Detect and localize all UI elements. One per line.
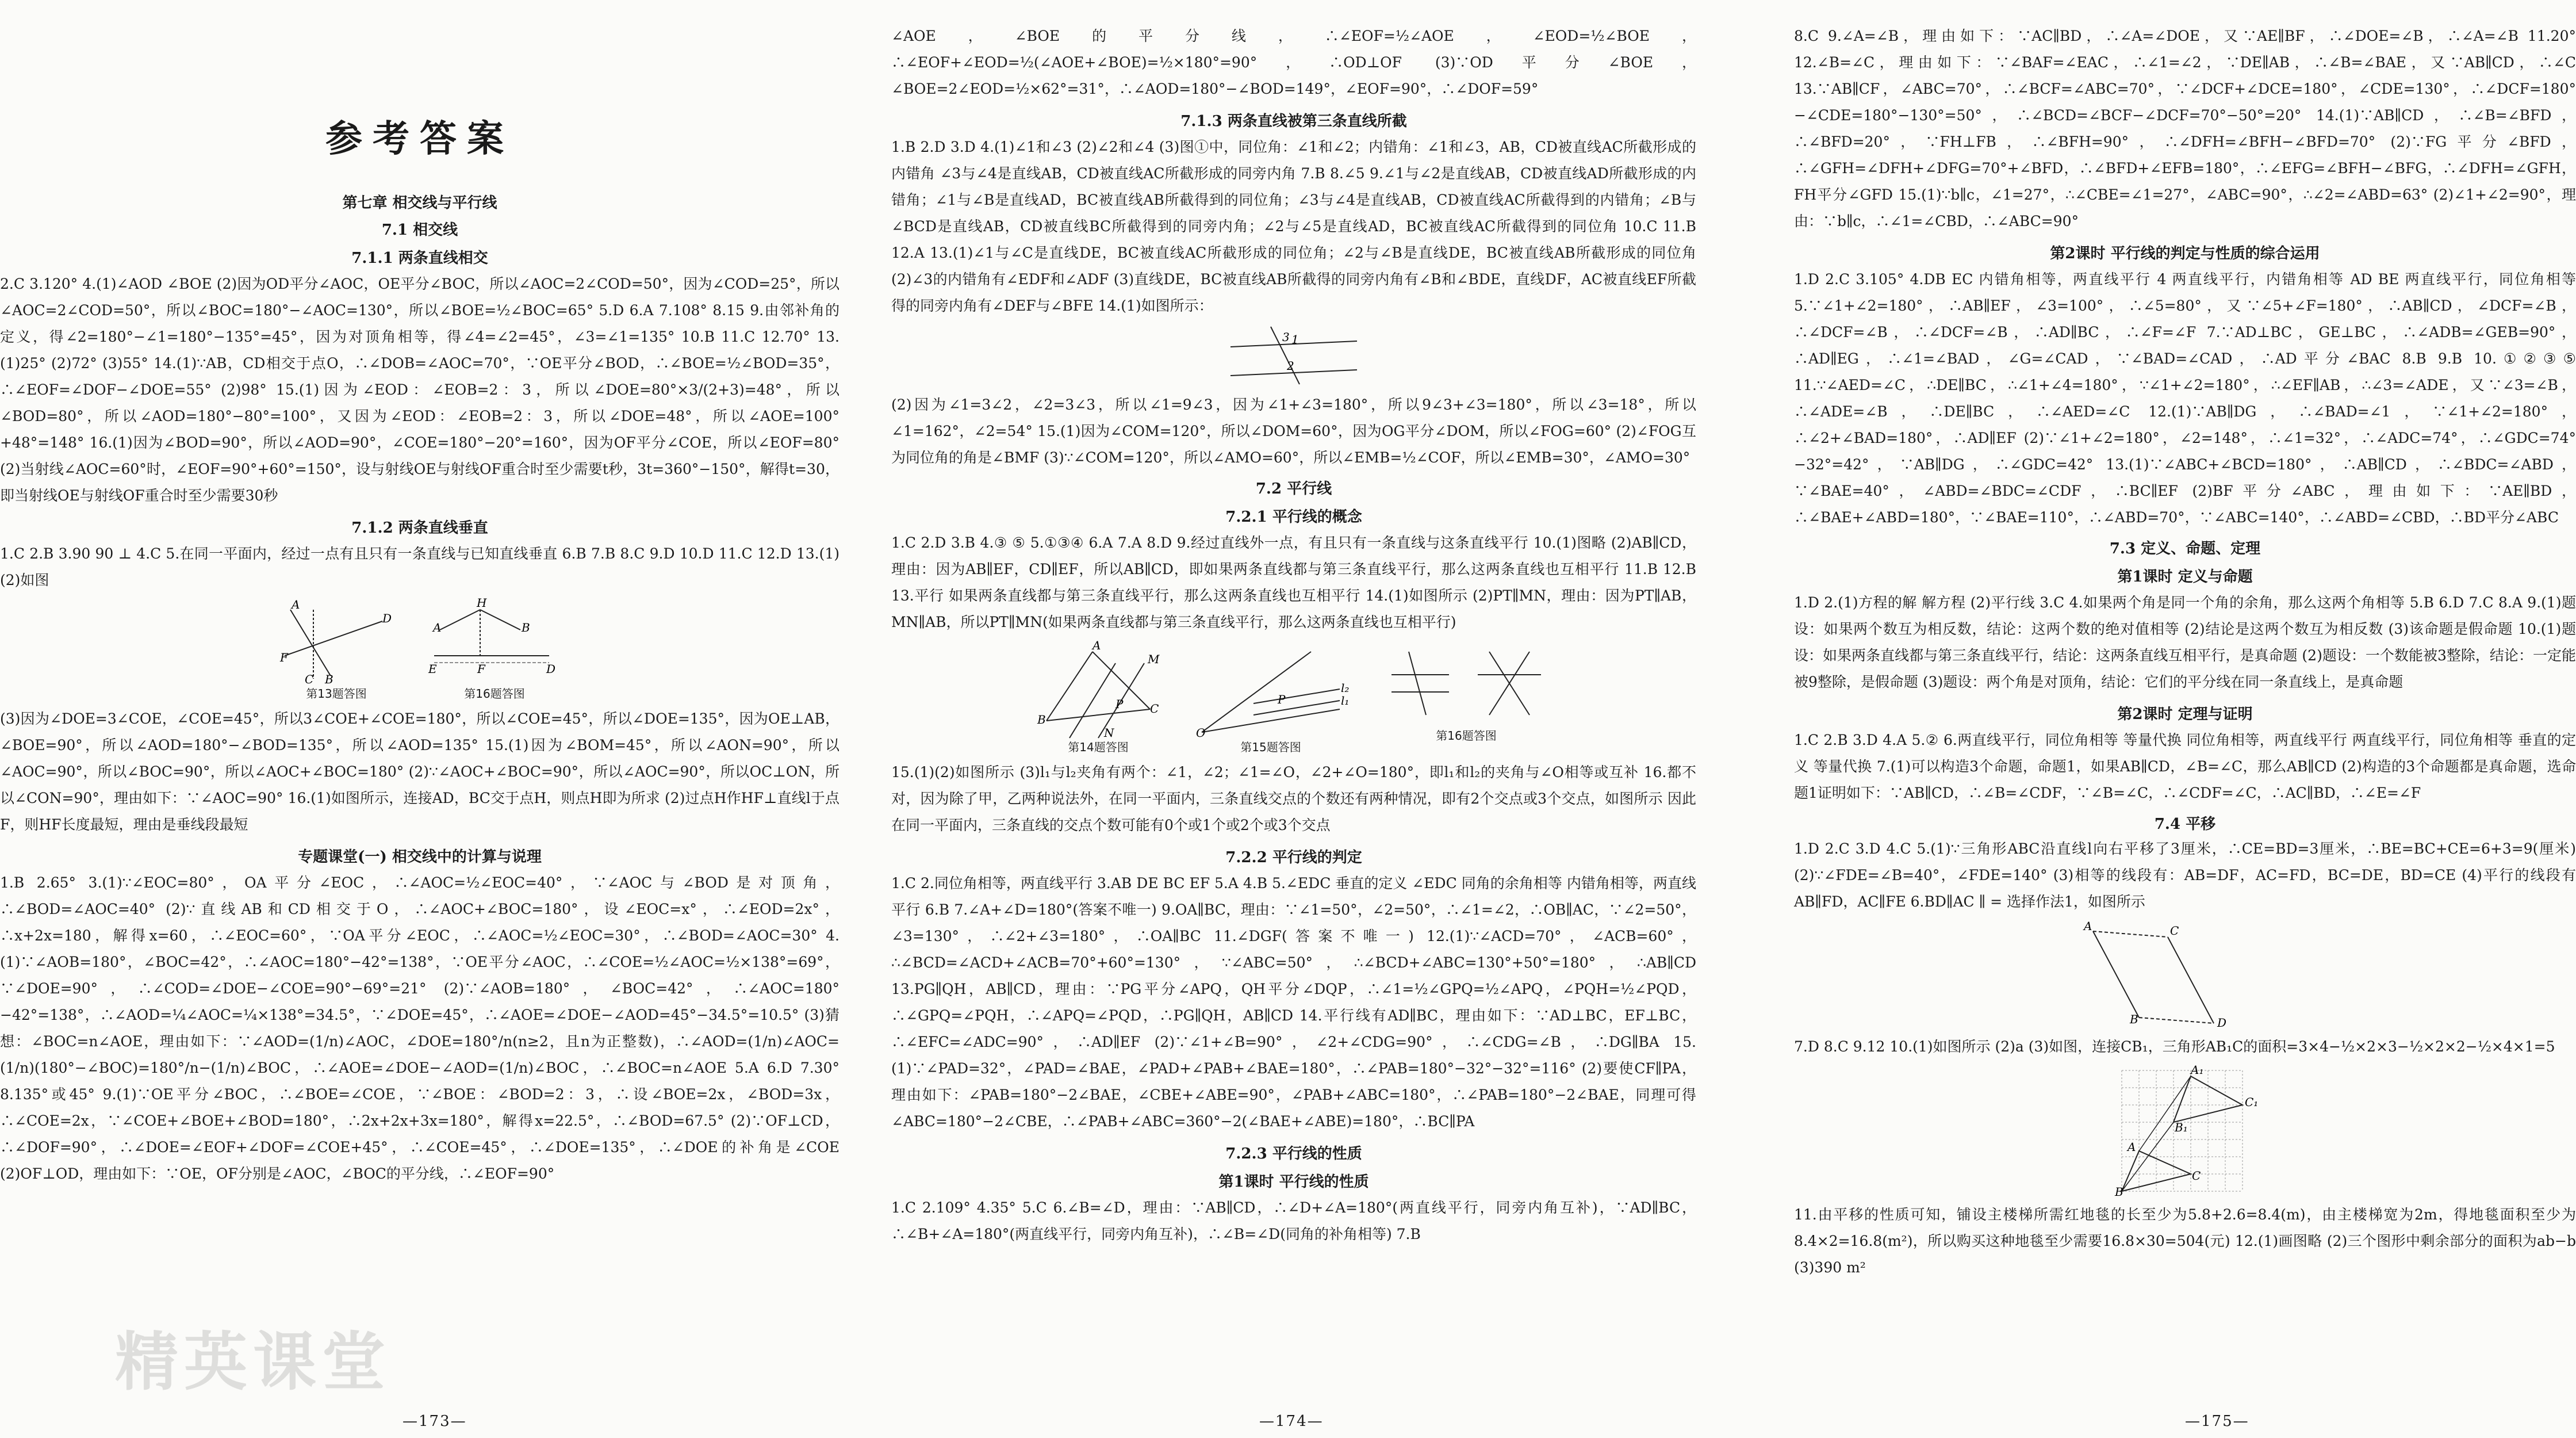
section-heading-7-3: 7.3 定义、命题、定理 [2109,540,2261,557]
section-heading-7-1-2: 7.1.2 两条直线垂直 [351,519,488,537]
svg-text:B: B [2130,1012,2138,1026]
svg-text:M: M [1148,652,1160,666]
answer-paragraph: 1.B 2.65° 3.(1)∵∠EOC=80°，OA平分∠EOC，∴∠AOC=½∠EOC=40°，∵∠AOC与∠BOD是对顶角，∴∠BOD=∠AOC=40° (2)∵直线AB和CD相交于O，∴∠AOC+∠BOC=180°，设∠EOC=x°，∴∠EOD=2x°，∴x+2x=180，解得x=60，∴∠EOC=60°，∵OA平分∠EOC，∴∠AOC=½∠EOC=30°，∴∠BOD=∠AOC=30° 4.(1)∵∠AOB=180°，∠BOC=42°，∴∠AOC=180°−42°=138°，∵OE平分∠AOC，∴∠COE=½∠AOC=½×138°=69°，∵∠DOE=90°，∴∠COD=∠DOE−∠COE=90°−69°=21° (2)∵∠AOB=180°，∠BOC=42°，∴∠AOC=180°−42°=138°，∴∠AOD=¼∠AOC=¼×138°=34.5°，∵∠DOE=45°，∴∠AOE=∠DOE−∠AOD=45°−34.5°=10.5° (3)猜想：∠BOC=n∠AOE，理由如下：∵∠AOD=(1/n)∠AOC，∠DOE=180°/n(n≥2，且n为正整数)，∴∠AOD=(1/n)∠AOC=(1/n)(180°−∠BOC)=180°/n−(1/n)∠BOC，∴∠AOE=∠DOE−∠AOD=(1/n)∠BOC，∴∠BOC=n∠AOE 5.A 6.D 7.30° 8.135°或45° 9.(1)∵OE平分∠BOC，∴∠BOE=∠COE，∵∠BOE：∠BOD=2：3，∴设∠BOE=2x，∠BOD=3x，∴∠COE=2x，∵∠COE+∠BOE+∠BOD=180°，∴2x+2x+3x=180°，解得x=22.5°，∴∠BOD=67.5° (2)∵OF⊥CD，∴∠DOF=90°，∴∠DOE=∠EOF+∠DOF=∠COE+45°，∴∠COE=45°，∴∠DOE=135°，∴∠DOE的补角是∠COE (2)OF⊥OD，理由如下：∵OE，OF分别是∠AOC，∠BOC的平分线，∴∠EOF=90° [0,874,839,1182]
translation-diagram [2082,920,2288,1029]
answer-paragraph: 1.C 2.B 3.90 90 ⊥ 4.C 5.在同一平面内，经过一点有且只有一条直线与已知直线垂直 6.B 7.B 8.C 9.D 10.D 11.C 12.D 13.(1)(2)如图 [0,545,839,588]
answer-paragraph: 1.C 2.109° 4.35° 5.C 6.∠B=∠D，理由：∵AB∥CD，∴∠D+∠A=180°(两直线平行，同旁内角互补)，∵AD∥BC，∴∠B+∠A=180°(两直线平行，同旁内角互补)，∴∠B=∠D(同角的补角相等) 7.B [891,1199,1696,1242]
grid-translation-diagram [2110,1065,2260,1197]
figure-14-diagram [1035,640,1162,738]
svg-text:D: D [546,662,556,676]
section-heading-7-2: 7.2 平行线 [1255,480,1332,498]
page-number: —175— [2185,1413,2249,1430]
figure-row [0,598,839,701]
svg-text:D: D [2217,1016,2227,1030]
answer-paragraph: 1.C 2.同位角相等，两直线平行 3.AB DE BC EF 5.A 4.B 5.∠EDC 垂直的定义 ∠EDC 同角的余角相等 内错角相等，两直线平行 6.B 7.∠A+∠D=180°(答案不唯一) 9.OA∥BC，理由：∵∠1=50°，∠2=50°，∴∠1=∠2，∴OB∥AC，∵∠2=50°，∠3=130°，∴∠2+∠3=180°，∴OA∥BC 11.∠DGF(答案不唯一) 12.(1)∵∠ACD=70°，∠ACB=60°，∴∠BCD=∠ACD+∠ACB=70°+60°=130°，∵∠ABC=50°，∴∠BCD+∠ABC=130°+50°=180°，∴AB∥CD 13.PG∥QH，AB∥CD，理由：∵PG平分∠APQ，QH平分∠DQP，∴∠1=½∠GPQ=½∠APQ，∠PQH=½∠PQD，∴∠GPQ=∠PQH，∴∠APQ=∠PQD，∴PG∥QH，AB∥CD 14.平行线有AD∥BC，理由如下：∵AD⊥BC，EF⊥BC，∴∠EFC=∠ADC=90°，∴AD∥EF (2)∵∠1+∠B=90°，∠2+∠CDG=90°，∴∠CDG=∠B，∴DG∥BA 15.(1)∵∠PAD=32°，∠PAD=∠BAE，∠PAD+∠PAB+∠BAE=180°，∴∠PAB=180°−32°−32°=116° (2)要使CF∥PA，理由如下：∠PAB=180°−2∠BAE，∠CBE+∠ABE=90°，∠PAB+∠ABC=180°，∴∠PAB=180°−2∠BAE，同理可得∠ABC=180°−2∠CBE，∴∠PAB+∠ABC=360°−2(∠BAE+∠ABE)=180°，∴BC∥PA [891,875,1696,1130]
answer-paragraph: 11.由平移的性质可知，铺设主楼梯所需红地毯的长至少为5.8+2.6=8.4(m)，由主楼梯宽为2m，得地毯面积至少为8.4×2=16.8(m²)，所以购买这种地毯至少需要16.8×30=504(元) 12.(1)画图略 (2)三个图形中剩余部分的面积为ab−b (3)390 m² [1794,1206,2576,1276]
section-heading-7-2-1: 7.2.1 平行线的概念 [1225,508,1362,526]
figure-caption: 第16题答图 [464,687,525,701]
figure-16b-diagram [1380,640,1552,726]
svg-text:P: P [1278,693,1286,706]
svg-text:P: P [1116,697,1124,711]
figure-caption: 第16题答图 [1436,729,1497,743]
svg-text:A: A [2084,919,2092,933]
svg-text:l₂: l₂ [1341,681,1350,695]
svg-text:3: 3 [1282,330,1290,344]
svg-text:A: A [1092,638,1101,652]
svg-text:A: A [2128,1140,2136,1154]
figure-15 [1196,640,1350,755]
transversal-diagram [1225,324,1363,387]
svg-text:D: D [382,611,392,625]
answer-paragraph: (3)因为∠DOE=3∠COE，∠COE=45°，所以3∠COE+∠COE=180°，所以∠COE=45°，所以∠DOE=135°，因为OE⊥AB，∠BOE=90°，所以∠AOD=180°−∠BOD=135°，所以∠AOD=135° 15.(1)因为∠BOM=45°，所以∠AON=90°，所以∠AOC=90°，所以∠BOC=90°，所以∠AOC+∠BOC=180° (2)∵∠AOC+∠BOC=90°，所以∠AOC=90°，所以OC⊥ON，所以∠CON=90°，理由如下：∵∠AOC=90° 16.(1)如图所示，连接AD，BC交于点H，则点H即为所求 (2)过点H作HF⊥直线l于点F，则HF长度最短，理由是垂线段最短 [0,710,839,833]
svg-text:C: C [1150,702,1159,716]
answer-paragraph: (2)因为∠1=3∠2，∠2=3∠3，所以∠1=9∠3，因为∠1+∠3=180°，所以9∠3+∠3=180°，所以∠3=18°，所以∠1=162°，∠2=54° 15.(1)因为∠COM=120°，所以∠DOM=60°，因为OG平分∠DOM，所以∠FOG=60° (2)∠FOG互为同位角的角是∠BMF (3)∵∠COM=120°，所以∠AMO=60°，所以∠EMB=½∠COF，所以∠EMB=30°，∠AMO=30° [891,396,1696,466]
figure-caption: 第13题答图 [306,687,367,701]
svg-text:F: F [280,651,288,664]
svg-text:F: F [477,662,485,676]
svg-text:E: E [428,662,437,676]
answer-paragraph: 1.D 2.C 3.D 4.C 5.(1)∵三角形ABC沿直线l向右平移了3厘米，∴CE=BD=3厘米，∴BE=BC+CE=6+3=9(厘米) (2)∵∠FDE=∠B=40°，∠FDE=140° (3)相等的线段有：AB=DF，AC=FD，BC=DE，BD=CE (4)平行的线段有AB∥FD，AC∥FE 6.BD∥AC ∥ = 选择作法1，如图所示 [1794,840,2576,910]
figure-caption: 第15题答图 [1240,740,1301,754]
answer-paragraph: 7.D 8.C 9.12 10.(1)如图所示 (2)a (3)如图，连接CB₁，三角形AB₁C的面积=3×4−½×2×3−½×2×2−½×4×1=5 [1794,1038,2555,1055]
figure-row [1794,920,2576,1029]
svg-text:C₁: C₁ [2245,1095,2259,1109]
svg-text:B: B [522,621,530,634]
figure-16 [428,598,561,701]
figure-14 [1035,640,1162,755]
answer-paragraph: 1.D 2.C 3.105° 4.DB EC 内错角相等，两直线平行 4 两直线平行，内错角相等 AD BE 两直线平行，同位角相等 5.∵∠1+∠2=180°，∴AB∥EF，∠3=100°，∴∠5=80°，又∵∠5+∠F=180°，∴AB∥CD，∠DCF=∠B，∴∠DCF=∠B，∴∠DCF=∠B，∴AD∥BC，∴∠F=∠F 7.∵AD⊥BC，GE⊥BC，∴∠ADB=∠GEB=90°，∴AD∥EG，∴∠1=∠BAD，∠G=∠CAD，∵∠BAD=∠CAD，∴AD平分∠BAC 8.B 9.B 10.①②③⑤ 11.∵∠AED=∠C，∴DE∥BC，∴∠1+∠4=180°，∵∠1+∠2=180°，∴∠EF∥AB，∴∠3=∠ADE，又∵∠3=∠B，∴∠ADE=∠B，∴DE∥BC，∴∠AED=∠C 12.(1)∵AB∥DG，∴∠BAD=∠1，∵∠1+∠2=180°，∴∠2+∠BAD=180°，∴AD∥EF (2)∵∠1+∠2=180°，∠2=148°，∴∠1=32°，∴∠ADC=74°，∴∠GDC=74°−32°=42°，∵AB∥DG，∴∠GDC=42° 13.(1)∵∠ABC+∠BCD=180°，∴AB∥CD，∴∠BDC=∠ABD，∵∠BAE=40°，∠ABD=∠BDC=∠CDF，∴BC∥EF (2)BF平分∠ABC，理由如下：∵AE∥BD，∴∠BAE+∠ABD=180°，∵∠BAE=110°，∴∠ABD=70°，∵∠ABC=140°，∴∠ABD=∠CBD，∴BD平分∠ABC [1794,271,2576,526]
svg-text:B₁: B₁ [2175,1120,2188,1134]
answer-paragraph: 15.(1)(2)如图所示 (3)l₁与l₂夹角有两个：∠1，∠2；∠1=∠O，∠2+∠O=180°，即l₁和l₂的夹角与∠O相等或互补 16.都不对，因为除了甲，乙两种说法外，在同一平面内，三条直线交点的个数还有两种情况，即有2个交点或3个交点，如图所示 因此在同一平面内，三条直线的交点个数可能有0个或1个或2个或3个交点 [891,764,1696,833]
page-number: —174— [1259,1413,1324,1430]
page-175 [1794,23,2576,1403]
special-section-heading: 专题课堂(一) 相交线中的计算与说理 [298,848,542,866]
svg-text:B: B [2115,1185,2123,1199]
answer-paragraph: 1.D 2.(1)方程的解 解方程 (2)平行线 3.C 4.如果两个角是同一个角的余角，那么这两个角相等 5.B 6.D 7.C 8.A 9.(1)题设：如果两个数互为相反数，结论：这两个数的绝对值相等 (2)结论是这两个数互为相反数 (3)该命题是假命题 10.(1)题设：如果两条直线都与第三条直线平行，结论：这两条直线互相平行，是真命题 (2)题设：一个数能被3整除，结论：一定能被9整除，是假命题 (3)题设：两个角是对顶角，结论：它们的平分线在同一条直线上，是真命题 [1794,594,2576,690]
figure-16-diagram [428,598,561,684]
svg-text:A: A [433,621,442,634]
svg-text:H: H [477,596,487,610]
lesson-heading: 第1课时 定义与命题 [2117,568,2253,586]
answer-paragraph: ∠AOE，∠BOE的平分线，∴∠EOF=½∠AOE，∠EOD=½∠BOE，∴∠EOF+∠EOD=½(∠AOE+∠BOE)=½×180°=90°，∴OD⊥OF (3)∵OD平分∠BOE，∠BOE=2∠EOD=½×62°=31°，∴∠AOD=180°−∠BOD=149°，∠EOF=90°，∴∠DOF=59° [891,28,1696,97]
svg-text:B: B [325,672,334,686]
svg-text:A: A [292,598,300,611]
svg-text:C: C [305,672,314,686]
svg-text:N: N [1104,726,1114,740]
page-174 [891,23,1696,1403]
svg-text:B: B [1037,713,1046,726]
svg-text:C: C [2170,924,2179,938]
section-heading-7-4: 7.4 平移 [2154,816,2216,833]
svg-text:O: O [1196,726,1206,740]
figure-13-diagram [279,598,394,684]
answer-paragraph: 8.C 9.∠A=∠B，理由如下：∵AC∥BD，∴∠A=∠DOE，又∵AE∥BF，∴∠DOE=∠B，∴∠A=∠B 11.20° 12.∠B=∠C，理由如下：∵∠BAF=∠EAC，∴∠1=∠2，∵DE∥AB，∴∠B=∠BAE，又∵AB∥CD，∴∠C 13.∵AB∥CF，∠ABC=70°，∴∠BCF=∠ABC=70°，∵∠DCF+∠DCE=180°，∠CDE=130°，∴∠DCF=180°−∠CDE=180°−130°=50°，∴∠BCD=∠BCF−∠DCF=70°−50°=20° 14.(1)∵AB∥CD，∴∠B=∠BFD，∴∠BFD=20°，∵FH⊥FB，∴∠BFH=90°，∴∠DFH=∠BFH−∠BFD=70° (2)∵FG平分∠BFD，∴∠GFH=∠DFH+∠DFG=70°+∠BFD，∴∠BFD+∠EFB=180°，∴∠EFG=∠BFH−∠BFG，∴∠DFH=∠GFH，FH平分∠GFD 15.(1)∵b∥c，∠1=27°，∴∠CBE=∠1=27°，∠ABC=90°，∴∠2=∠ABD=63° (2)∠1+∠2=90°，理由：∵b∥c，∴∠1=∠CBD，∴∠ABC=90° [1794,28,2576,230]
figure-16b [1380,640,1552,755]
lesson-heading: 第1课时 平行线的性质 [1218,1173,1369,1191]
figure-13 [279,598,394,701]
section-heading-7-2-3: 7.2.3 平行线的性质 [1225,1145,1362,1162]
answer-paragraph: 1.C 2.B 3.D 4.A 5.② 6.两直线平行，同位角相等 等量代换 同位角相等，两直线平行 两直线平行，同位角相等 垂直的定义 等量代换 7.(1)可以构造3个命题，命题1，如果AB∥CD，∠B=∠C，那么AB∥CD (2)构造的3个命题都是真命题，选命题1证明如下：∵AB∥CD，∴∠B=∠CDF，∵∠B=∠C，∴∠CDF=∠C，∴AC∥BD，∴∠E=∠F [1794,732,2576,801]
answer-paragraph: 1.C 2.D 3.B 4.③ ⑤ 5.①③④ 6.A 7.A 8.D 9.经过直线外一点，有且只有一条直线与这条直线平行 10.(1)图略 (2)AB∥CD，理由：因为AB∥EF，CD∥EF，所以AB∥CD，即如果两条直线都与第三条直线平行，那么这两条直线也互相平行 11.B 12.B 13.平行 如果两条直线都与第三条直线平行，那么这两条直线也互相平行 14.(1)如图所示 (2)PT∥MN，理由：因为PT∥AB，MN∥AB，所以PT∥MN(如果两条直线都与第三条直线平行，那么这两条直线也互相平行) [891,534,1696,630]
chapter-heading: 第七章 相交线与平行线 [342,194,497,212]
svg-text:l₁: l₁ [1341,694,1350,707]
figure-row [1794,1065,2576,1197]
svg-text:A₁: A₁ [2191,1063,2204,1077]
svg-text:C: C [2192,1169,2201,1183]
page-number: —173— [402,1413,467,1430]
svg-text:2: 2 [1287,359,1294,373]
svg-text:1: 1 [1291,332,1299,346]
figure-row [891,324,1696,387]
section-heading-7-2-2: 7.2.2 平行线的判定 [1225,849,1362,866]
section-heading-7-1-1: 7.1.1 两条直线相交 [351,250,488,267]
lesson-heading: 第2课时 平行线的判定与性质的综合运用 [2050,245,2320,262]
watermark-stamp: 精英课堂 [115,1325,391,1399]
figure-row [891,640,1696,755]
answer-key-title: 参考答案 [325,117,514,160]
figure-15-diagram [1196,640,1350,740]
lesson-heading: 第2课时 定理与证明 [2117,706,2253,723]
figure-caption: 第14题答图 [1068,740,1129,754]
section-heading-7-1: 7.1 相交线 [381,221,458,239]
section-heading-7-1-3: 7.1.3 两条直线被第三条直线所截 [1180,113,1407,130]
answer-paragraph: 1.B 2.D 3.D 4.(1)∠1和∠3 (2)∠2和∠4 (3)图①中，同位角：∠1和∠2；内错角：∠1和∠3，AB，CD被直线AC所截形成的内错角 ∠3与∠4是直线AB，CD被直线AC所截形成的同旁内角 7.B 8.∠5 9.∠1与∠2是直线AB，CD被直线AD所截形成的内错角；∠1与∠B是直线AD，BC被直线AB所截得到的同位角；∠3与∠4是直线AB，CD被直线AC所截得到的内错角；∠B与∠BCD是直线AB，CD被直线BC所截得到的同旁内角；∠2与∠5是直线AD，BC被直线AC所截得到的同位角 10.C 11.B 12.A 13.(1)∠1与∠C是直线DE，BC被直线AC所截形成的同位角；∠2与∠B是直线DE，BC被直线AB所截形成的同位角 (2)∠3的内错角有∠EDF和∠ADF (3)直线DE，BC被直线AB所截得的同旁内角有∠B和∠BDE，直线DF，AC被直线EF所截得的同旁内角有∠DEF与∠BFE 14.(1)如图所示： [891,139,1696,314]
answer-paragraph: 2.C 3.120° 4.(1)∠AOD ∠BOE (2)因为OD平分∠AOC，OE平分∠BOC，所以∠AOC=2∠COD=50°，因为∠COD=25°，所以∠AOC=2∠COD=50°，所以∠BOC=180°−∠AOC=130°，所以∠BOE=½∠BOC=65° 5.D 6.A 7.108° 8.15 9.由邻补角的定义，得∠2=180°−∠1=180°−135°=45°，因为对顶角相等，得∠4=∠2=45°，∠3=∠1=135° 10.B 11.C 12.70° 13.(1)25° (2)72° (3)55° 14.(1)∵AB，CD相交于点O，∴∠DOB=∠AOC=70°，∵OE平分∠BOD，∴∠BOE=½∠BOD=35°，∴∠EOF=∠DOF−∠DOE=55° (2)98° 15.(1)因为∠EOD：∠EOB=2：3，所以∠DOE=80°×3/(2+3)=48°，所以∠BOD=80°，所以∠AOD=180°−80°=100°，又因为∠EOD：∠EOB=2：3，所以∠DOE=48°，所以∠AOE=100°+48°=148° 16.(1)因为∠BOD=90°，所以∠AOD=90°，∠COE=180°−20°=160°，因为OF平分∠COE，所以∠EOF=80° (2)当射线∠AOC=60°时，∠EOF=90°+60°=150°，设与射线OE与射线OF重合时至少需要t秒，3t=360°−150°，解得t=30，即当射线OE与射线OF重合时至少需要30秒 [0,276,839,504]
page-173 [0,23,839,1403]
